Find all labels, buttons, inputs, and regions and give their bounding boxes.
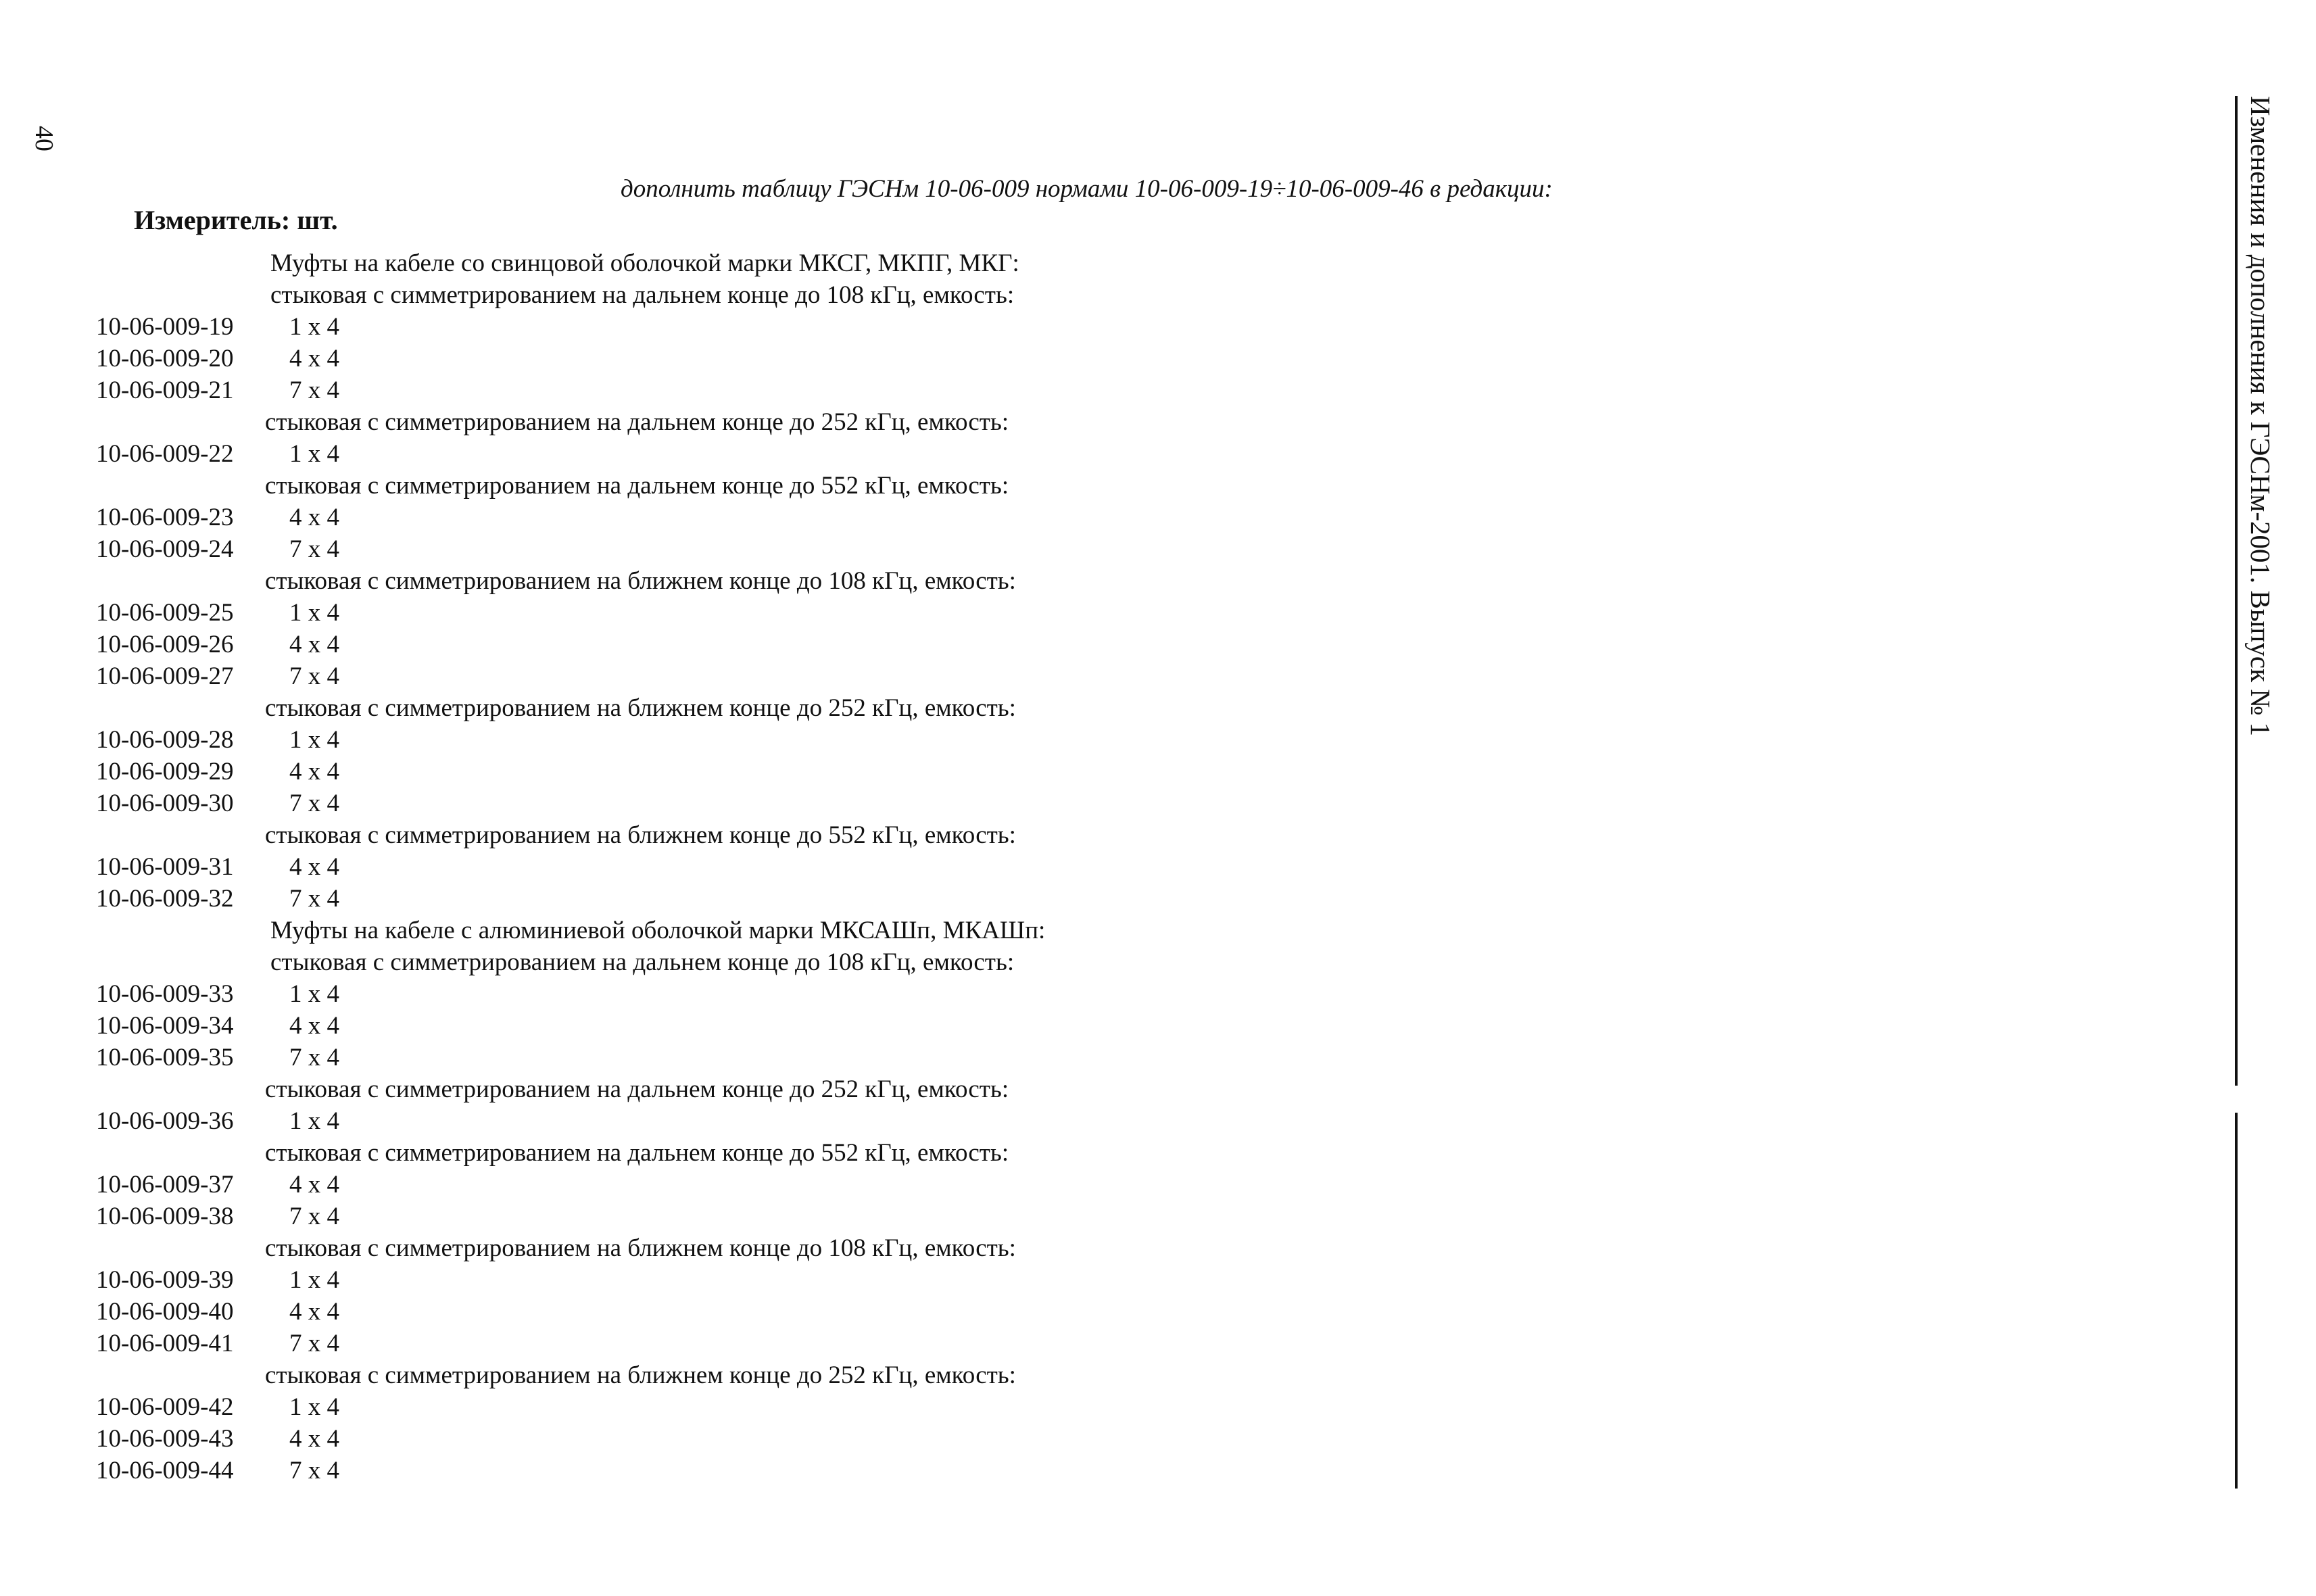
- side-title-text: Изменения и дополнения к ГЭСНм-2001. Выпуск № 1: [2245, 96, 2276, 737]
- capacity-value: 4 х 4: [289, 631, 339, 658]
- norm-code: 10-06-009-23: [96, 504, 234, 531]
- capacity-value: 4 х 4: [289, 504, 339, 531]
- section-header: стыковая с симметрированием на дальнем конце до 552 кГц, емкость:: [265, 1139, 1009, 1167]
- norm-code: 10-06-009-37: [96, 1171, 234, 1199]
- norm-code: 10-06-009-27: [96, 662, 234, 690]
- capacity-value: 4 х 4: [289, 1012, 339, 1040]
- section-header: Муфты на кабеле с алюминиевой оболочкой марки МКСАШп, МКАШп:: [270, 917, 1046, 944]
- norm-code: 10-06-009-26: [96, 631, 234, 658]
- norm-code: 10-06-009-21: [96, 377, 234, 404]
- norm-code: 10-06-009-38: [96, 1203, 234, 1230]
- norm-code: 10-06-009-39: [96, 1266, 234, 1294]
- norm-code: 10-06-009-41: [96, 1330, 234, 1357]
- norm-code: 10-06-009-44: [96, 1457, 234, 1484]
- norm-code: 10-06-009-22: [96, 440, 234, 468]
- section-header: стыковая с симметрированием на ближнем конце до 552 кГц, емкость:: [265, 821, 1016, 849]
- capacity-value: 1 х 4: [289, 440, 339, 468]
- norm-code: 10-06-009-43: [96, 1425, 234, 1453]
- capacity-value: 1 х 4: [289, 599, 339, 627]
- section-header: стыковая с симметрированием на дальнем конце до 108 кГц, емкость:: [270, 948, 1015, 976]
- section-header: стыковая с симметрированием на дальнем конце до 252 кГц, емкость:: [265, 408, 1009, 436]
- capacity-value: 7 х 4: [289, 662, 339, 690]
- capacity-value: 7 х 4: [289, 1203, 339, 1230]
- section-header: стыковая с симметрированием на ближнем конце до 252 кГц, емкость:: [265, 694, 1016, 722]
- capacity-value: 7 х 4: [289, 1457, 339, 1484]
- norm-code: 10-06-009-36: [96, 1107, 234, 1135]
- capacity-value: 1 х 4: [289, 1393, 339, 1421]
- norm-code: 10-06-009-30: [96, 790, 234, 817]
- capacity-value: 4 х 4: [289, 853, 339, 881]
- norm-code: 10-06-009-35: [96, 1044, 234, 1071]
- norm-code: 10-06-009-32: [96, 885, 234, 913]
- instruction-text: дополнить таблицу ГЭСНм 10-06-009 нормами 10-06-009-19÷10-06-009-46 в редакции:: [621, 175, 1553, 203]
- capacity-value: 7 х 4: [289, 1330, 339, 1357]
- norm-code: 10-06-009-25: [96, 599, 234, 627]
- norm-code: 10-06-009-24: [96, 535, 234, 563]
- section-header: стыковая с симметрированием на дальнем конце до 552 кГц, емкость:: [265, 472, 1009, 500]
- capacity-value: 7 х 4: [289, 535, 339, 563]
- section-header: стыковая с симметрированием на ближнем конце до 108 кГц, емкость:: [265, 1234, 1016, 1262]
- capacity-value: 7 х 4: [289, 1044, 339, 1071]
- capacity-value: 4 х 4: [289, 758, 339, 785]
- capacity-value: 7 х 4: [289, 790, 339, 817]
- capacity-value: 1 х 4: [289, 1107, 339, 1135]
- capacity-value: 7 х 4: [289, 885, 339, 913]
- capacity-value: 4 х 4: [289, 345, 339, 372]
- capacity-value: 4 х 4: [289, 1171, 339, 1199]
- section-header: Муфты на кабеле со свинцовой оболочкой марки МКСГ, МКПГ, МКГ:: [270, 249, 1019, 277]
- norm-code: 10-06-009-29: [96, 758, 234, 785]
- capacity-value: 1 х 4: [289, 726, 339, 754]
- measure-unit: Измеритель: шт.: [134, 205, 338, 235]
- section-header: стыковая с симметрированием на дальнем конце до 252 кГц, емкость:: [265, 1075, 1009, 1103]
- norm-code: 10-06-009-31: [96, 853, 234, 881]
- norm-code: 10-06-009-34: [96, 1012, 234, 1040]
- section-header: стыковая с симметрированием на ближнем конце до 252 кГц, емкость:: [265, 1361, 1016, 1389]
- capacity-value: 1 х 4: [289, 313, 339, 341]
- norm-code: 10-06-009-20: [96, 345, 234, 372]
- capacity-value: 7 х 4: [289, 377, 339, 404]
- section-header: стыковая с симметрированием на дальнем конце до 108 кГц, емкость:: [270, 281, 1015, 309]
- page-number: 40: [30, 126, 58, 151]
- side-title: [2240, 96, 2288, 772]
- side-rule-top: [2235, 96, 2238, 1086]
- capacity-value: 1 х 4: [289, 1266, 339, 1294]
- norm-code: 10-06-009-28: [96, 726, 234, 754]
- norm-code: 10-06-009-40: [96, 1298, 234, 1326]
- norm-code: 10-06-009-19: [96, 313, 234, 341]
- capacity-value: 1 х 4: [289, 980, 339, 1008]
- norm-code: 10-06-009-42: [96, 1393, 234, 1421]
- section-header: стыковая с симметрированием на ближнем конце до 108 кГц, емкость:: [265, 567, 1016, 595]
- norm-code: 10-06-009-33: [96, 980, 234, 1008]
- side-rule-bottom: [2235, 1113, 2238, 1489]
- capacity-value: 4 х 4: [289, 1425, 339, 1453]
- capacity-value: 4 х 4: [289, 1298, 339, 1326]
